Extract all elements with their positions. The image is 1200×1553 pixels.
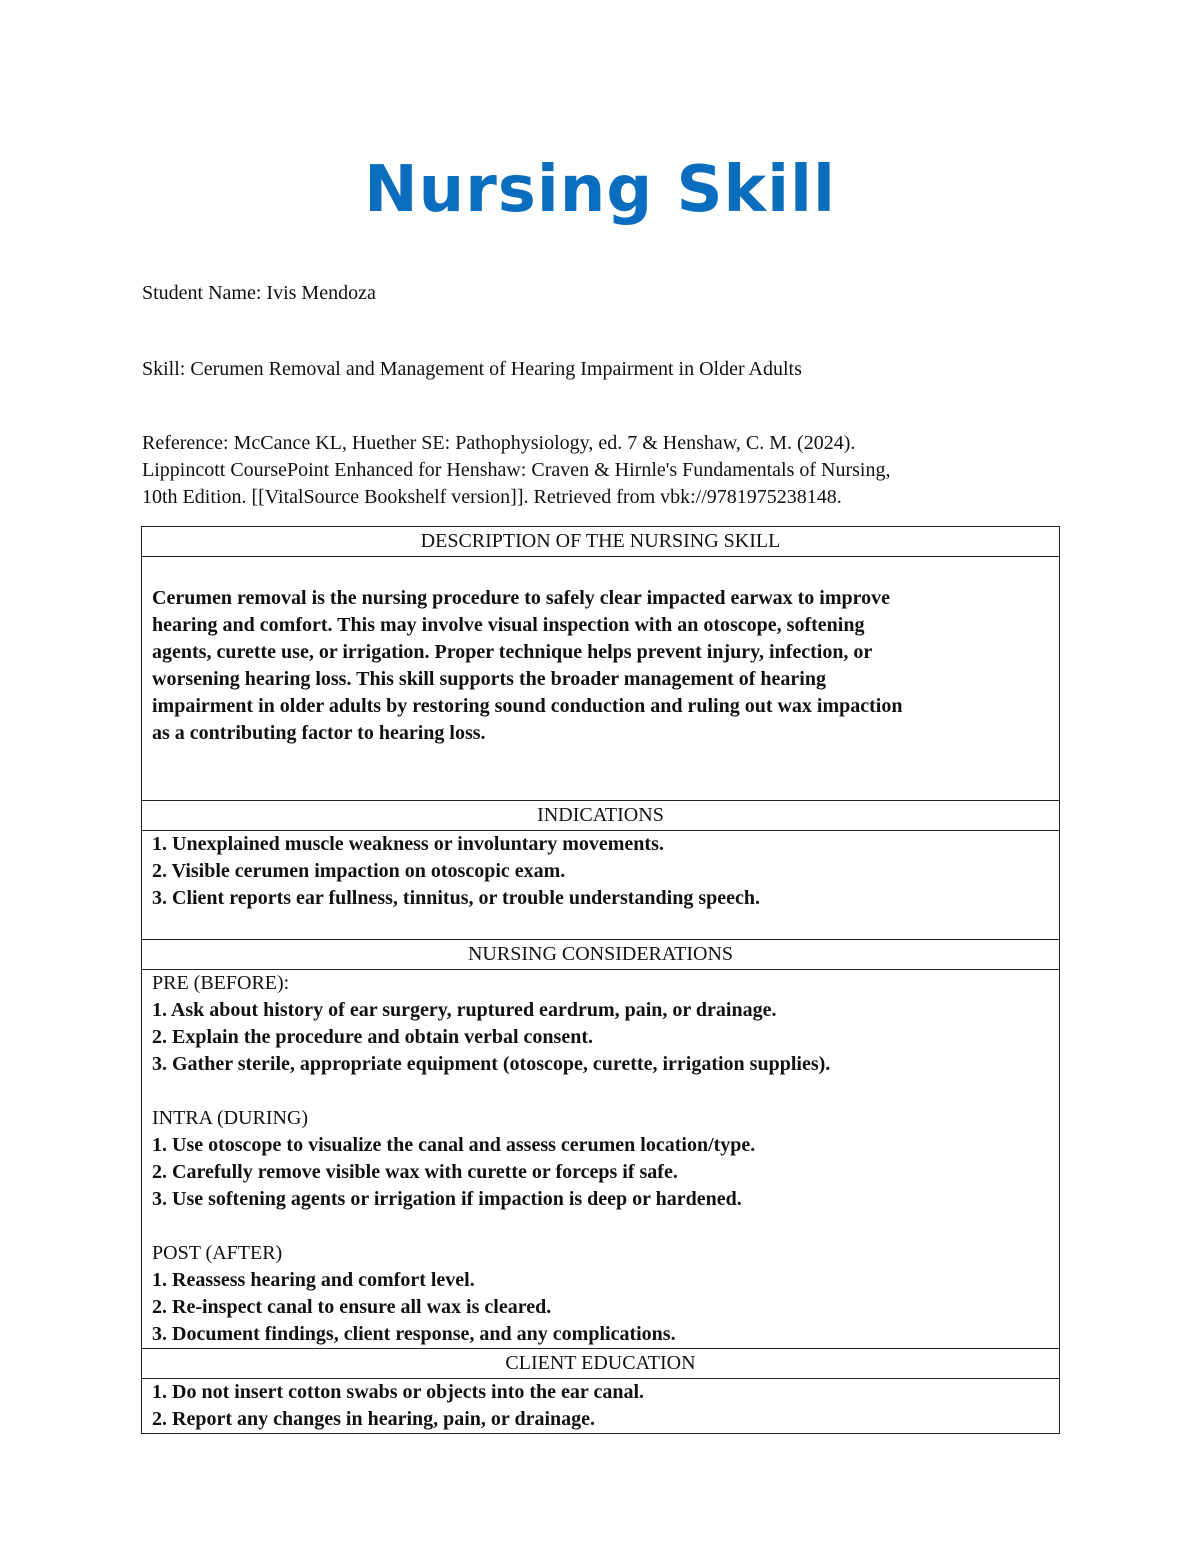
considerations-header: NURSING CONSIDERATIONS: [142, 940, 1060, 970]
reference-line: Reference: McCance KL, Huether SE: Pathophysiology, ed. 7 & Henshaw, C. M. (2024).: [142, 432, 856, 454]
post-title: POST (AFTER): [152, 1242, 283, 1264]
pre-title: PRE (BEFORE):: [152, 972, 290, 994]
indications-body: [142, 831, 1060, 940]
indication-item: 1. Unexplained muscle weakness or involuntary movements.: [152, 833, 664, 855]
student-name-line: Student Name: Ivis Mendoza: [142, 282, 376, 304]
indication-item: 2. Visible cerumen impaction on otoscopic exam.: [152, 860, 566, 882]
description-line: Cerumen removal is the nursing procedure to safely clear impacted earwax to improve: [152, 587, 891, 609]
description-line: worsening hearing loss. This skill supports the broader management of hearing: [152, 668, 826, 690]
pre-item: 1. Ask about history of ear surgery, ruptured eardrum, pain, or drainage.: [152, 999, 777, 1021]
considerations-body: [142, 970, 1060, 1349]
intra-item: 3. Use softening agents or irrigation if impaction is deep or hardened.: [152, 1188, 742, 1210]
section-spacer: [152, 1078, 1049, 1105]
intra-item: 2. Carefully remove visible wax with curette or forceps if safe.: [152, 1161, 678, 1183]
description-line: agents, curette use, or irrigation. Proper technique helps prevent injury, infection, or: [152, 641, 873, 663]
skill-table: [141, 526, 1060, 1434]
indication-item: 3. Client reports ear fullness, tinnitus, or trouble understanding speech.: [152, 887, 761, 909]
description-line: hearing and comfort. This may involve visual inspection with an otoscope, softening: [152, 614, 865, 636]
education-item: 2. Report any changes in hearing, pain, or drainage.: [152, 1408, 595, 1430]
reference-line: 10th Edition. [[VitalSource Bookshelf version]]. Retrieved from vbk://9781975238148.: [142, 486, 842, 508]
intra-title: INTRA (DURING): [152, 1107, 309, 1129]
description-line: as a contributing factor to hearing loss.: [152, 722, 486, 744]
education-header: CLIENT EDUCATION: [142, 1349, 1060, 1379]
pre-item: 2. Explain the procedure and obtain verbal consent.: [152, 1026, 593, 1048]
reference-block: [142, 430, 1062, 511]
pre-item: 3. Gather sterile, appropriate equipment (otoscope, curette, irrigation supplies).: [152, 1053, 831, 1075]
post-item: 3. Document findings, client response, and any complications.: [152, 1323, 676, 1345]
post-item: 1. Reassess hearing and comfort level.: [152, 1269, 475, 1291]
section-spacer: [152, 1213, 1049, 1240]
skill-line: Skill: Cerumen Removal and Management of Hearing Impairment in Older Adults: [142, 358, 802, 380]
post-item: 2. Re-inspect canal to ensure all wax is cleared.: [152, 1296, 552, 1318]
education-body: [142, 1379, 1060, 1434]
description-body: [142, 557, 1060, 801]
education-item: 1. Do not insert cotton swabs or objects into the ear canal.: [152, 1381, 645, 1403]
page-title: Nursing Skill: [364, 153, 836, 227]
reference-line: Lippincott CoursePoint Enhanced for Henshaw: Craven & Hirnle's Fundamentals of Nursing,: [142, 459, 891, 481]
description-line: impairment in older adults by restoring sound conduction and ruling out wax impaction: [152, 695, 903, 717]
description-header: DESCRIPTION OF THE NURSING SKILL: [142, 527, 1060, 557]
indications-header: INDICATIONS: [142, 801, 1060, 831]
intra-item: 1. Use otoscope to visualize the canal and assess cerumen location/type.: [152, 1134, 756, 1156]
